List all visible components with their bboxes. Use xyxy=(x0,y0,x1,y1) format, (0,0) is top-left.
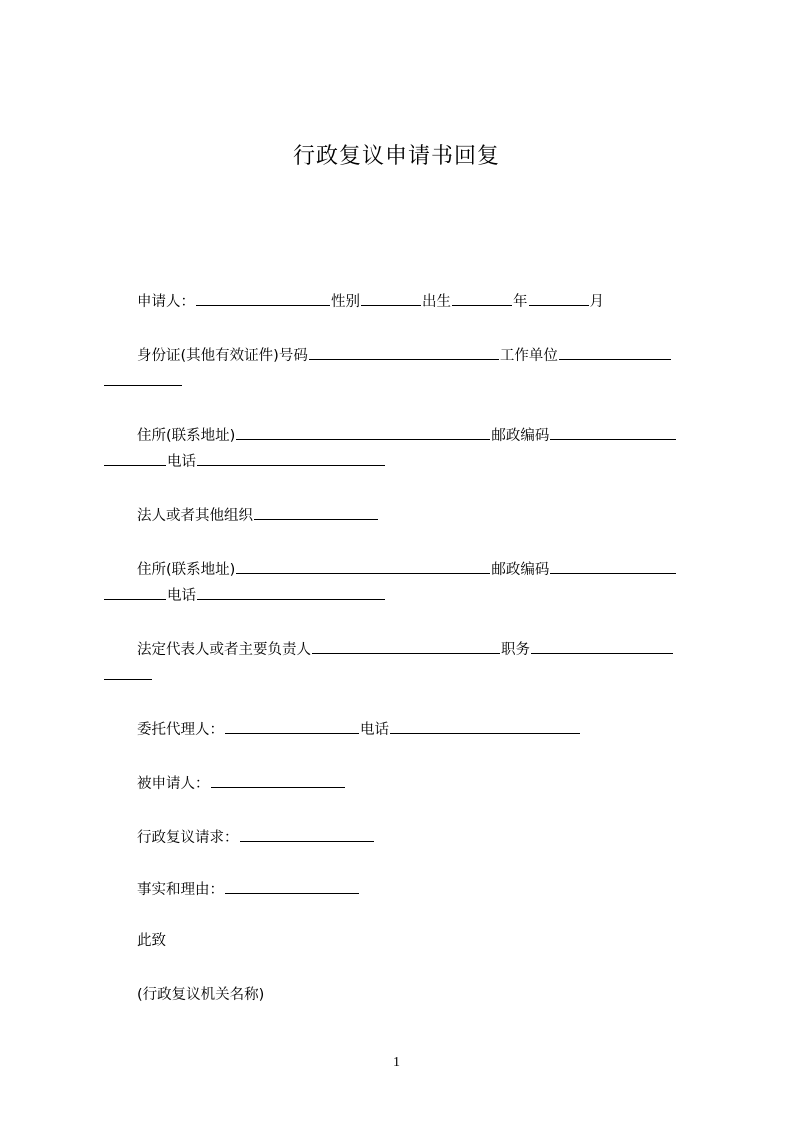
id-line xyxy=(137,344,672,366)
legal-person-label: 法人或者其他组织 xyxy=(137,508,253,524)
page-number: 1 xyxy=(393,1055,400,1070)
phone1-field[interactable] xyxy=(197,450,385,466)
respondent-label: 被申请人： xyxy=(137,776,210,792)
address1-line xyxy=(137,424,677,446)
birth-label: 出生 xyxy=(422,294,451,310)
birth-year-field[interactable] xyxy=(452,290,512,306)
agent-phone-label: 电话 xyxy=(360,722,389,738)
authority-text: (行政复议机关名称) xyxy=(137,987,265,1003)
work-unit-label: 工作单位 xyxy=(499,348,558,364)
postcode1-label: 邮政编码 xyxy=(491,428,550,444)
facts-line xyxy=(137,878,360,900)
facts-field[interactable] xyxy=(225,878,359,894)
work-unit-field[interactable] xyxy=(559,344,671,360)
address1-line-cont xyxy=(104,450,386,472)
postcode1-field-cont[interactable] xyxy=(104,450,166,466)
document-title: 行政复议申请书回复 xyxy=(292,144,500,169)
position-label: 职务 xyxy=(501,642,530,658)
respondent-line xyxy=(137,772,346,794)
phone2-field[interactable] xyxy=(197,584,385,600)
closing-text: 此致 xyxy=(137,933,166,949)
applicant-line xyxy=(137,290,604,312)
request-field[interactable] xyxy=(240,826,374,842)
id-label: 身份证(其他有效证件)号码 xyxy=(137,348,308,364)
applicant-name-field[interactable] xyxy=(196,290,330,306)
request-line xyxy=(137,826,375,848)
postcode2-label: 邮政编码 xyxy=(491,562,550,578)
address2-label: 住所(联系地址) xyxy=(137,562,236,578)
legal-person-line xyxy=(137,504,379,526)
id-number-field[interactable] xyxy=(309,344,499,360)
representative-label: 法定代表人或者主要负责人 xyxy=(137,642,311,658)
gender-field[interactable] xyxy=(361,290,421,306)
postcode1-field[interactable] xyxy=(550,424,676,440)
address1-label: 住所(联系地址) xyxy=(137,428,236,444)
gender-label: 性别 xyxy=(331,294,360,310)
month-label: 月 xyxy=(589,294,604,310)
address2-field[interactable] xyxy=(236,558,490,574)
phone1-label: 电话 xyxy=(167,454,196,470)
year-label: 年 xyxy=(513,294,528,310)
agent-line xyxy=(137,718,581,740)
address2-line-cont xyxy=(104,584,386,606)
id-line-cont xyxy=(104,370,182,392)
birth-month-field[interactable] xyxy=(529,290,589,306)
address2-line xyxy=(137,558,677,580)
position-field[interactable] xyxy=(531,638,673,654)
postcode2-field[interactable] xyxy=(550,558,676,574)
work-unit-field-cont[interactable] xyxy=(104,370,182,386)
respondent-field[interactable] xyxy=(211,772,345,788)
agent-label: 委托代理人： xyxy=(137,722,224,738)
position-field-cont[interactable] xyxy=(104,664,152,680)
representative-field[interactable] xyxy=(312,638,500,654)
representative-line xyxy=(137,638,674,660)
applicant-label: 申请人： xyxy=(137,294,195,310)
agent-field[interactable] xyxy=(225,718,359,734)
representative-line-cont xyxy=(104,664,152,686)
agent-phone-field[interactable] xyxy=(390,718,580,734)
request-label: 行政复议请求： xyxy=(137,830,239,846)
postcode2-field-cont[interactable] xyxy=(104,584,166,600)
address1-field[interactable] xyxy=(236,424,490,440)
facts-label: 事实和理由： xyxy=(137,882,224,898)
legal-person-field[interactable] xyxy=(254,504,378,520)
phone2-label: 电话 xyxy=(167,588,196,604)
